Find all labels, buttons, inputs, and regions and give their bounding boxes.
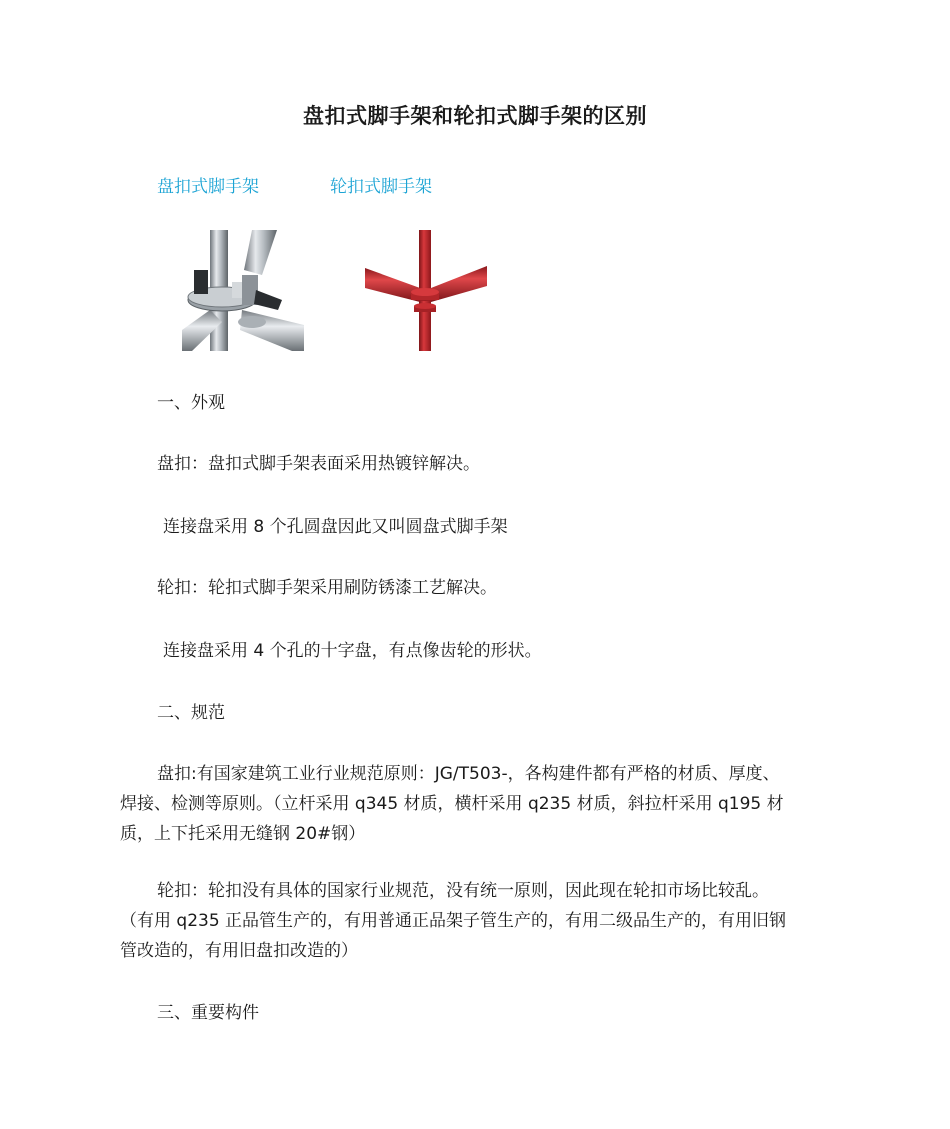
paragraph-line: 焊接、检测等原则。（立杆采用 q345 材质，横杆采用 q235 材质，斜拉杆采用 q195 材 xyxy=(120,794,784,814)
paragraph-cuplock-standard xyxy=(120,876,832,966)
paragraph-line: 盘扣:有国家建筑工业行业规范原则：JG/T503-，各构建件都有严格的材质、厚度、 xyxy=(157,764,780,784)
section-heading-key-components: 三、重要构件 xyxy=(157,1003,259,1023)
paragraph-cuplock-surface: 轮扣：轮扣式脚手架采用刷防锈漆工艺解决。 xyxy=(157,578,497,598)
section-heading-appearance: 一、外观 xyxy=(157,393,225,413)
ringlock-scaffold-photo xyxy=(182,230,304,351)
paragraph-ringlock-surface: 盘扣：盘扣式脚手架表面采用热镀锌解决。 xyxy=(157,454,480,474)
paragraph-ringlock-disc: 连接盘采用 8 个孔圆盘因此又叫圆盘式脚手架 xyxy=(163,517,508,537)
paragraph-line: （有用 q235 正品管生产的，有用普通正品架子管生产的，有用二级品生产的，有用旧钢 xyxy=(120,911,787,931)
page-title: 盘扣式脚手架和轮扣式脚手架的区别 xyxy=(303,104,647,128)
section-heading-standards: 二、规范 xyxy=(157,703,225,723)
paragraph-line: 管改造的，有用旧盘扣改造的） xyxy=(120,941,358,961)
paragraph-line: 轮扣：轮扣没有具体的国家行业规范，没有统一原则，因此现在轮扣市场比较乱。 xyxy=(157,881,769,901)
caption-cuplock: 轮扣式脚手架 xyxy=(330,177,432,197)
caption-ringlock: 盘扣式脚手架 xyxy=(157,177,259,197)
paragraph-line: 质，上下托采用无缝钢 20#钢） xyxy=(120,824,366,844)
paragraph-cuplock-disc: 连接盘采用 4 个孔的十字盘，有点像齿轮的形状。 xyxy=(163,641,542,661)
paragraph-ringlock-standard xyxy=(120,759,832,849)
cuplock-scaffold-photo xyxy=(365,230,487,351)
